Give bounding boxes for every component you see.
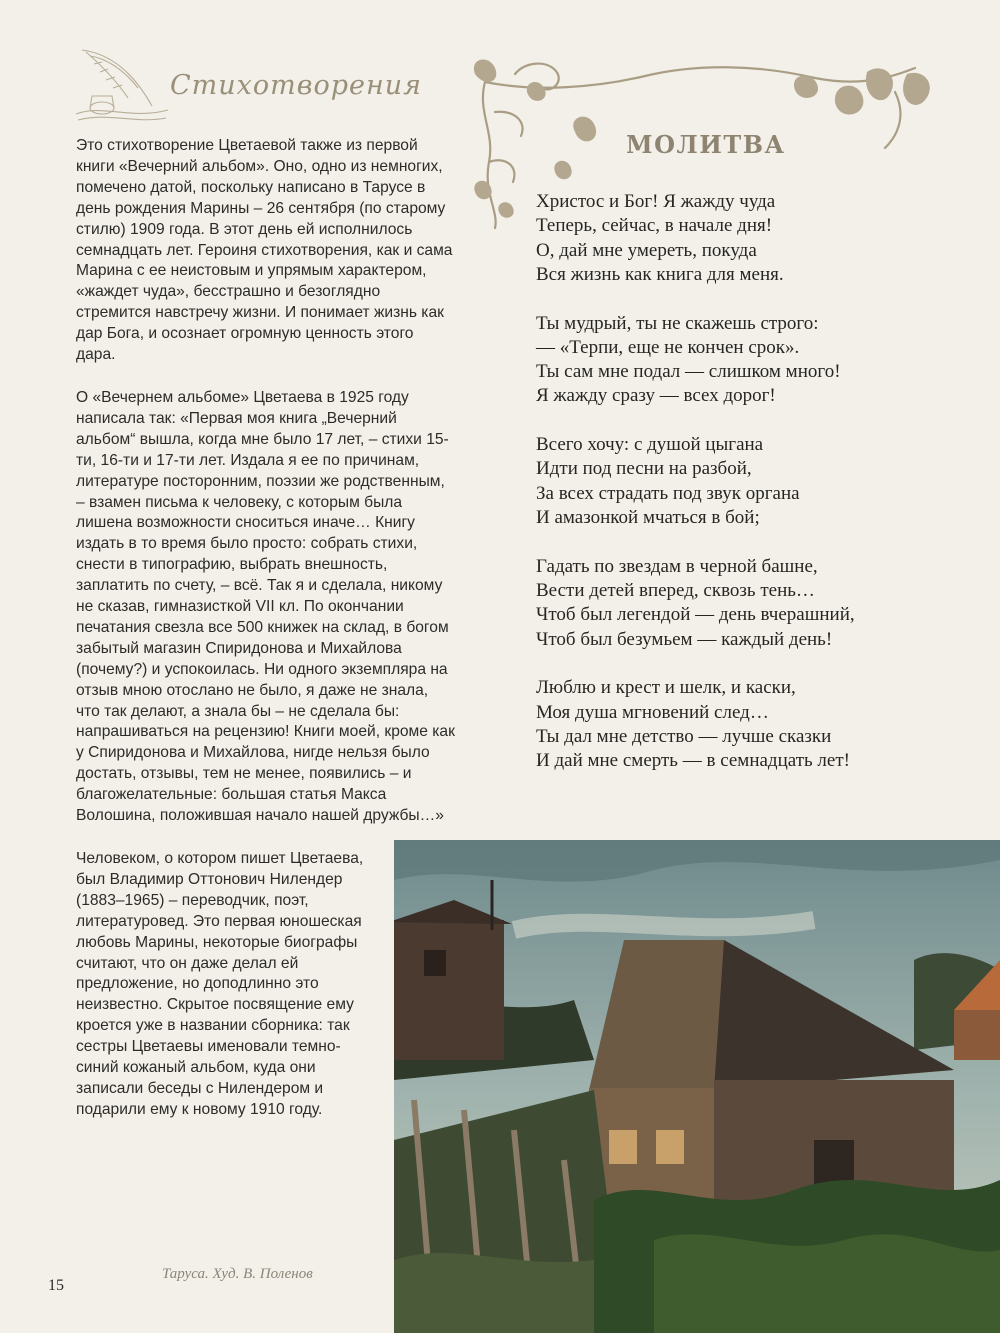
poem-line: Ты мудрый, ты не скажешь строго: [536, 312, 819, 334]
quote-paragraph: О «Вечернем альбоме» Цветаева в 1925 году написала так: «Первая моя книга „Вечерний альбом“ вышла, когда мне было 17 лет, – стихи 15-ти, 16-ти и 17-ти лет. Издала я ее по причинам, литературе посторонним, поэзии же родственным, – взамен письма к человеку, с которым была лишена возможности сноситься иначе… Книгу издать в то время было просто: собрать стихи, снести в типографию, выбрать внешность, заплатить по счету, – всё. Так я и сделала, никому не сказав, гимназисткой VII кл. По окончании печатания свезла все 500 книжек на склад, в богом забытый магазин Спиридонова и Михайлова (почему?) и успокоилась. Ни одного экземпляра на отзыв мною отослано не было, я даже не знала, что так делают, а знала бы – не сделала бы: напрашиваться на рецензию! Книги моей, кроме как у Спиридонова и Михайлова, нигде нельзя было достать, отзывы, тем не менее, появились – и благожелательные: большая статья Макса Волошина, положившая начало нашей дружбы…» [76, 388, 455, 825]
poem-line: Вести детей вперед, сквозь тень… [536, 580, 815, 602]
poem-line: О, дай мне умереть, покуда [536, 239, 757, 261]
poem-line: Всего хочу: с душой цыгана [536, 434, 764, 456]
poem-line: И амазонкой мчаться в бой; [536, 507, 760, 529]
poem-stanza [536, 190, 956, 287]
poem-line: Ты сам мне подал — слишком много! [536, 361, 841, 383]
village-painting [394, 840, 1000, 1333]
page-number: 15 [48, 1277, 64, 1294]
poem-line: Люблю и крест и шелк, и каски, [536, 677, 796, 699]
poem-line: Ты дал мне детство — лучше сказки [536, 725, 832, 747]
quill-pen-icon [72, 44, 172, 124]
poem-line: Теперь, сейчас, в начале дня! [536, 215, 773, 237]
section-title: Стихотворения [170, 70, 423, 101]
poem-line: Гадать по звездам в черной башне, [536, 555, 818, 577]
poem-line: За всех страдать под звук органа [536, 482, 800, 504]
nilender-paragraph: Человеком, о котором пишет Цветаева, был Владимир Оттонович Нилендер (1883–1965) – переводчик, поэт, литературовед. Это первая юношеская любовь Марины, некоторые биографы считают, что он даже делал ей предложение, но доподлинно это неизвестно. Скрытое посвящение ему кроется уже в названии сборника: так сестры Цветаевы именовали темно-синий кожаный альбом, куда они записали беседы с Нилендером и подарили ему к новому 1910 году. [76, 850, 364, 1118]
intro-paragraph: Это стихотворение Цветаевой также из первой книги «Вечерний альбом». Оно, одно из немногих, помечено датой, поскольку написано в Тарусе в день рождения Марины – 26 сентября (по старому стилю) 1909 года. В этот день ей исполнилось семнадцать лет. Героиня стихотворения, как и сама Марина с ее неистовым и упрямым характером, «жаждет чуда», бесстрашно и безоглядно стремится навстречу жизни. И понимает жизнь как дар Бога, и осознает огромную ценность этого дара. [76, 137, 453, 364]
poem-stanza [536, 433, 956, 530]
poem-stanza [536, 312, 956, 409]
poem-line: Чтоб был безумьем — каждый день! [536, 628, 833, 650]
poem-line: И дай мне смерть — в семнадцать лет! [536, 750, 850, 772]
poem-line: Я жажду сразу — всех дорог! [536, 385, 776, 407]
poem-line: Идти под песни на разбой, [536, 458, 752, 480]
poem-line: Христос и Бог! Я жажду чуда [536, 191, 776, 212]
poem-stanza [536, 555, 956, 652]
poem-stanza [536, 676, 956, 773]
poem-line: Вся жизнь как книга для меня. [536, 263, 784, 285]
poem-line: Чтоб был легендой — день вчерашний, [536, 604, 855, 626]
poem-line: Моя душа мгновений след… [536, 701, 769, 723]
poem-line: — «Терпи, еще не кончен срок». [536, 336, 800, 358]
painting-caption: Таруса. Худ. В. Поленов [162, 1266, 313, 1282]
poem [536, 190, 956, 798]
poem-title: МОЛИТВА [626, 130, 786, 159]
